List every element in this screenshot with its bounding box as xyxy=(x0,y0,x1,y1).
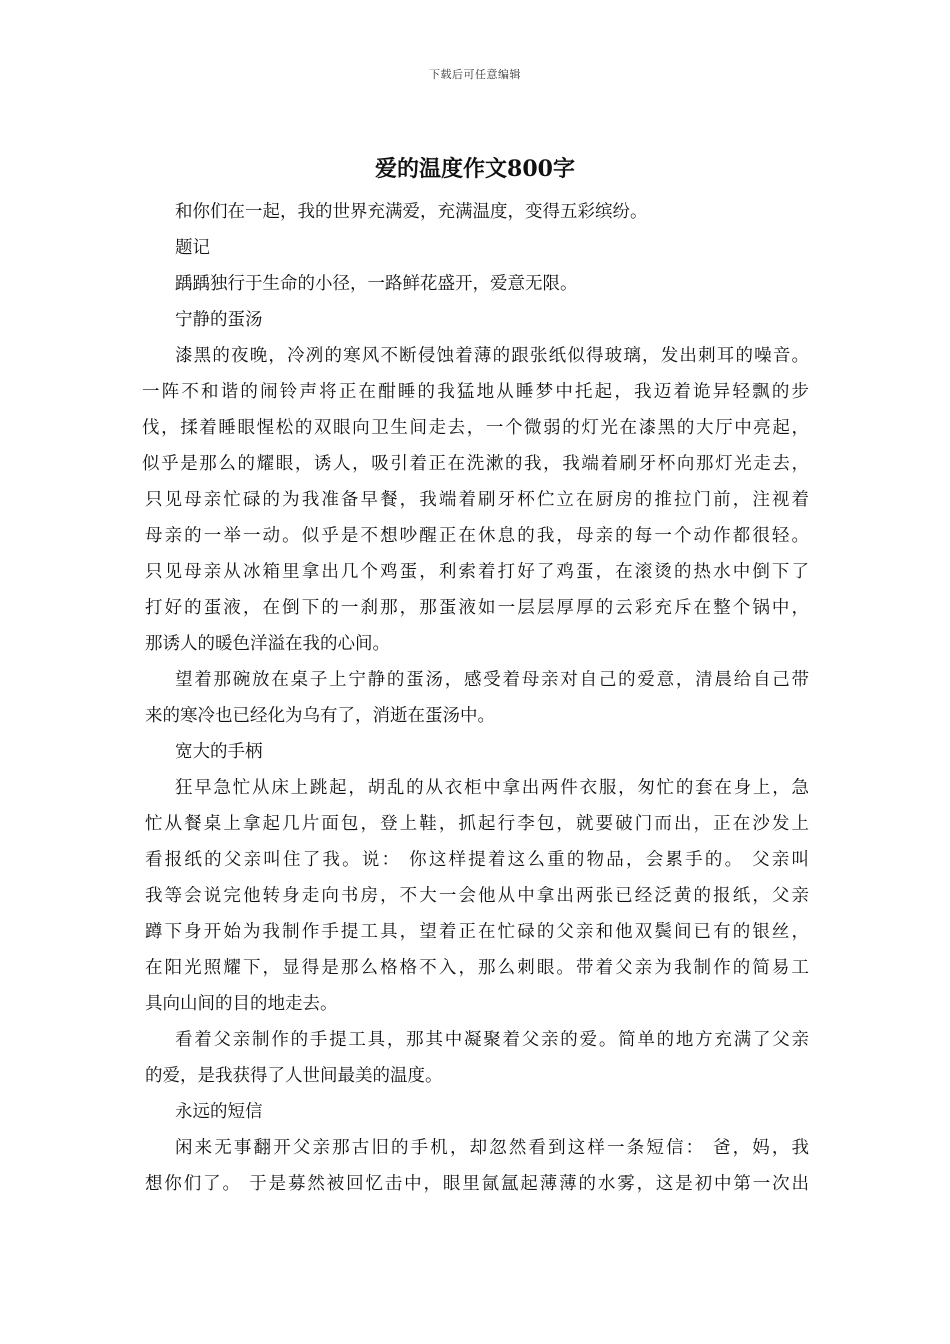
section-heading: 永远的短信 xyxy=(175,1102,263,1122)
paragraph-line: 伐，揉着睡眼惺松的双眼向卫生间走去，一个微弱的灯光在漆黑的大厅中亮起， xyxy=(142,418,809,438)
paragraph-line: 打好的蛋液，在倒下的一刹那，那蛋液如一层层厚厚的云彩充斥在整个锅中， xyxy=(145,598,809,618)
paragraph-line: 和你们在一起，我的世界充满爱，充满温度，变得五彩缤纷。 xyxy=(175,202,648,222)
header-note: 下载后可任意编辑 xyxy=(429,68,521,81)
paragraph-line: 母亲的一举一动。似乎是不想吵醒正在休息的我，母亲的每一个动作都很轻。 xyxy=(145,526,809,546)
document-title: 爱的温度作文800字 xyxy=(375,156,575,182)
paragraph-line: 看报纸的父亲叫住了我。说： 你这样提着这么重的物品，会累手的。 父亲叫 xyxy=(145,850,809,870)
paragraph-line: 只见母亲从冰箱里拿出几个鸡蛋，利索着打好了鸡蛋，在滚烫的热水中倒下了 xyxy=(145,562,809,582)
paragraph-line: 那诱人的暖色洋溢在我的心间。 xyxy=(145,634,390,654)
paragraph-line: 一阵不和谐的闹铃声将正在酣睡的我猛地从睡梦中托起，我迈着诡异轻飘的步 xyxy=(142,382,809,402)
paragraph-line: 望着那碗放在桌子上宁静的蛋汤，感受着母亲对自己的爱意，清晨给自己带 xyxy=(175,670,809,690)
paragraph-line: 只见母亲忙碌的为我准备早餐，我端着刷牙杯伫立在厨房的推拉门前，注视着 xyxy=(145,490,809,510)
paragraph-line: 漆黑的夜晚，冷冽的寒风不断侵蚀着薄的跟张纸似得玻璃，发出刺耳的噪音。 xyxy=(175,346,809,366)
paragraph-line: 踽踽独行于生命的小径，一路鲜花盛开，爱意无限。 xyxy=(175,274,578,294)
paragraph-line: 我等会说完他转身走向书房，不大一会他从中拿出两张已经泛黄的报纸，父亲 xyxy=(145,886,809,906)
paragraph-line: 题记 xyxy=(175,238,210,258)
paragraph-line: 的爱，是我获得了人世间最美的温度。 xyxy=(145,1066,443,1086)
section-heading: 宁静的蛋汤 xyxy=(175,310,263,330)
document-body xyxy=(142,194,809,1202)
paragraph-line: 来的寒冷也已经化为乌有了，消逝在蛋汤中。 xyxy=(145,706,495,726)
paragraph-line: 狂早急忙从床上跳起，胡乱的从衣柜中拿出两件衣服，匆忙的套在身上，急 xyxy=(175,778,809,798)
paragraph-line: 似乎是那么的耀眼，诱人，吸引着正在洗漱的我，我端着刷牙杯向那灯光走去， xyxy=(142,454,809,474)
section-heading: 宽大的手柄 xyxy=(175,742,263,762)
paragraph-line: 闲来无事翻开父亲那古旧的手机，却忽然看到这样一条短信： 爸，妈，我 xyxy=(175,1138,809,1158)
paragraph-line: 具向山间的目的地走去。 xyxy=(145,994,338,1014)
paragraph-line: 蹲下身开始为我制作手提工具，望着正在忙碌的父亲和他双鬓间已有的银丝， xyxy=(145,922,809,942)
paragraph-line: 看着父亲制作的手提工具，那其中凝聚着父亲的爱。简单的地方充满了父亲 xyxy=(175,1030,809,1050)
paragraph-line: 忙从餐桌上拿起几片面包，登上鞋，抓起行李包，就要破门而出，正在沙发上 xyxy=(145,814,809,834)
paragraph-line: 在阳光照耀下，显得是那么格格不入，那么刺眼。带着父亲为我制作的简易工 xyxy=(145,958,809,978)
paragraph-line: 想你们了。 于是募然被回忆击中，眼里氤氲起薄薄的水雾，这是初中第一次出 xyxy=(145,1174,809,1194)
